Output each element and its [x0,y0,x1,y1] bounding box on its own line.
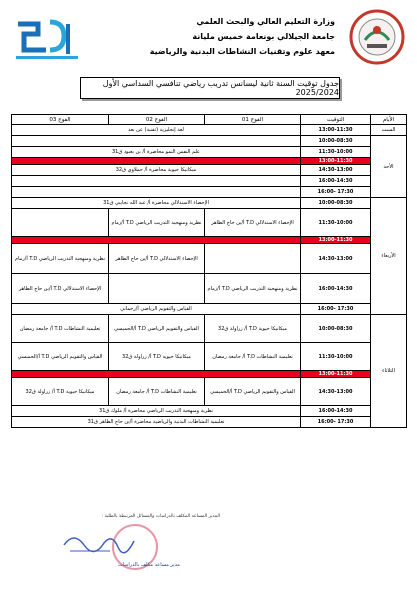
table-row [12,176,407,187]
table-row [12,136,407,147]
session-cell [205,244,301,274]
time-slot: 10:00-08:30 [301,136,371,147]
break-row [12,158,407,165]
break-row [12,371,407,378]
session-cell [12,176,301,187]
break-row [12,237,407,244]
break-cell [12,237,301,244]
session-cell [12,136,301,147]
table-row [12,315,407,343]
session-cell: الإحصاء الاستدلالي T.D أ/بن حاج الطاهر [109,244,205,274]
time-slot: 14:30-13:00 [301,244,371,274]
break-cell [12,371,301,378]
session-cell: الإحصاء الاستدلالي T.D أ/بن حاج الطاهر [205,209,301,237]
day-wednesday: الأربعاء [371,198,407,315]
header-row [12,115,407,125]
time-slot: 16:00-14:30 [301,274,371,304]
footer-note: المدير المساعد المكلف بالدراسات والمسائل المرتبطة بالطلبة : [101,514,220,519]
table-row [12,244,407,274]
session-cell: تعليمية النشاطات البدنية والرياضية محاضرة أ/بن حاج الطاهر ق31 [12,417,301,428]
session-cell: القياس والتقويم الرياضي T.D أ/الحميسي [109,315,205,343]
table-row [12,406,407,417]
time-slot: 11:30-10:00 [301,209,371,237]
time-slot: 16:00-14:30 [301,176,371,187]
table-row [12,343,407,371]
time-slot: 13:00-11:30 [301,125,371,136]
time-slot: 10:00-08:30 [301,198,371,209]
time-slot: 14:30-13:00 [301,378,371,406]
institute-name: معهد علوم وتقنيات النشاطات البدنية والرياضية [149,47,335,56]
table-row [12,147,407,158]
session-cell: ميكانيكا حيوية T.D أ/ زراولة ق32 [205,315,301,343]
time-slot: 17:30 -16:00 [301,187,371,198]
time-slot: 10:00-08:30 [301,315,371,343]
signature [60,525,140,557]
session-cell: علم النفس النمو محاضرة أ/ بن يعبود ق31 [12,147,301,158]
col-group-2: الفوج 02 [109,115,205,125]
institute-logo [347,8,407,66]
col-days: الأيام [371,115,407,125]
page-header [0,6,417,68]
session-cell: القياس والتقويم الرياضي أ/رحماني [12,304,301,315]
table-row [12,165,407,176]
session-cell: الإحصاء الاستدلالي T.D أ/بن حاج الطاهر [12,274,109,304]
time-slot: 13:00-11:30 [301,158,371,165]
session-cell [12,209,109,237]
time-slot: 17:30 -16:00 [301,417,371,428]
table-row [12,198,407,209]
session-cell: الإحصاء الاستدلالي محاضرة أ/ عبد الله نجايبي ق31 [12,198,301,209]
time-slot: 13:00-11:30 [301,371,371,378]
schedule-table [11,114,407,428]
session-cell: ميكانيكا حيوية T.D أ/ زراولة ق32 [109,343,205,371]
table-row [12,209,407,237]
time-slot: 17:30 -16:00 [301,304,371,315]
session-cell [12,187,301,198]
session-cell: ميكانيكا حيوية محاضرة أ/ حملاوي ق32 [12,165,301,176]
session-cell: نظرية ومنهجية التدريب الرياضي T.D أ/زمام [109,209,205,237]
day-tuesday: الثلاثاء [371,315,407,428]
table-row [12,125,407,136]
session-cell: تعليمية النشاطات T.D أ/ جامعة رمضان [12,315,109,343]
schedule-title: جدول توقيت السنة ثانية ليسانس تدريب رياضي تنافسي السداسي الأول 2025/2024 [80,77,340,99]
university-name: جامعة الجيلالي بونعامة خميس مليانة [192,32,335,41]
day-sunday: الأحد [371,136,407,198]
session-cell: تعليمية النشاطات T.D أ/ جامعة رمضان [109,378,205,406]
break-cell [12,158,301,165]
session-cell: القياس والتقويم الرياضي T.D أ/الحميسي [12,343,109,371]
table-row [12,274,407,304]
session-cell: تعليمية النشاطات T.D أ/ جامعة رمضان [205,343,301,371]
institution-header [150,14,335,59]
session-cell: القياس والتقويم الرياضي T.D أ/الحميسي [205,378,301,406]
session-cell: نظرية ومنهجية التدريب الرياضي T.D أ/زمام [12,244,109,274]
university-logo [10,14,84,66]
col-group-3: الفوج 03 [12,115,109,125]
signature-caption: مدير مساعد مكلف بالدراسات [117,562,180,568]
time-slot: 16:00-14:30 [301,406,371,417]
session-cell: ميكانيكا حيوية T.D أ/ زراولة ق32 [12,378,109,406]
table-row [12,187,407,198]
col-group-1: الفوج 01 [205,115,301,125]
time-slot: 14:30-13:00 [301,165,371,176]
col-time: التوقيت [301,115,371,125]
time-slot: 13:00-11:30 [301,237,371,244]
session-cell: لغة إنجليزية (تقنية) عن بعد [12,125,301,136]
time-slot: 11:30-10:00 [301,343,371,371]
table-row [12,417,407,428]
ministry-name: وزارة التعليم العالي والبحث العلمي [196,17,335,26]
session-cell: نظرية ومنهجية التدريب الرياضي محاضرة أ/ ملوك ق31 [12,406,301,417]
table-row [12,304,407,315]
session-cell: نظرية ومنهجية التدريب الرياضي T.D أ/زمام [205,274,301,304]
session-cell [109,274,205,304]
table-row [12,378,407,406]
time-slot: 11:30-10:00 [301,147,371,158]
day-saturday: السبت [371,125,407,136]
